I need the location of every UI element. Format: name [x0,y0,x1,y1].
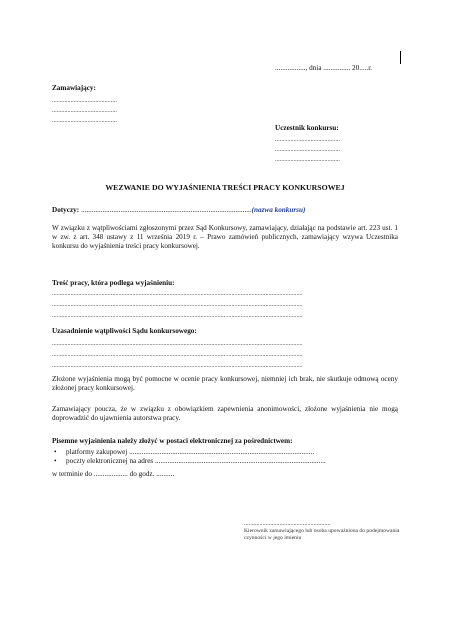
participant-line-2: .......................................... [275,146,340,153]
section-work-line-1: .................................................................................................................................................................. [52,290,303,297]
participant-label: Uczestnik konkursu: [275,124,339,132]
contracting-line-1: .......................................... [52,97,117,104]
note-paragraph-1: Złożone wyjaśnienia mogą być pomocne w ocenie pracy konkursowej, niemniej ich brak, nie skutkuje odmową oceny złożonej pracy konkursowej. [52,375,398,392]
participant-line-1: .......................................... [275,136,340,143]
section-work-line-2: .................................................................................................................................................................. [52,301,303,308]
place-date-line: ................., dnia ............... 20.....r. [275,64,373,72]
intro-paragraph: W związku z wątpliwościami zgłoszonymi przez Sąd Konkursowy, zamawiający, działając na podstawie art. 223 ust. 1 w zw. z art. 348 ustawy z 11 września 2019 r. – Prawo zamówień publicznych, zamawiający wzywa Uczestnika konkursu do wyjaśnienia treści pracy konkursowej. [52,224,398,250]
contracting-line-2: .......................................... [52,107,117,114]
note-paragraph-2: Zamawiający poucza, że w związku z obowiązkiem zapewnienia anonimowości, złożone wyjaśnienia nie mogą doprowadzić do ujawnienia autorstwa pracy. [52,405,398,422]
section-doubts-line-3: .................................................................................................................................................................. [52,362,303,369]
submission-heading: Pisemne wyjaśnienia należy złożyć w postaci elektronicznej za pośrednictwem: [52,437,293,445]
participant-line-3: .......................................... [275,156,340,163]
section-work-heading: Treść pracy, która podlega wyjaśnieniu: [52,279,175,287]
subject-dots: ............................................................................................... [80,206,252,214]
submission-list [52,448,398,466]
contest-name: (nazwa konkursu) [251,206,306,214]
submission-item-email: • poczty elektronicznej na adres ............................................................................................... [52,457,398,466]
signature-dots: ........................................................ [244,520,331,527]
contracting-line-3: .......................................... [52,117,117,124]
submission-deadline: w terminie do ................... do godz. .......... [52,470,175,478]
subject-line [52,206,305,215]
document-title: WEZWANIE DO WYJAŚNIENIA TREŚCI PRACY KONKURSOWEJ [105,183,345,192]
section-doubts-line-1: .................................................................................................................................................................. [52,340,303,347]
submission-item-platform: • platformy zakupowej ....................................................................................................... [52,448,398,457]
section-work-line-3: .................................................................................................................................................................. [52,312,303,319]
contracting-label: Zamawiający: [52,84,96,92]
section-doubts-line-2: .................................................................................................................................................................. [52,351,303,358]
text-cursor [400,51,401,64]
subject-label: Dotyczy: [52,206,80,214]
section-doubts-heading: Uzasadnienie wątpliwości Sądu konkursowego: [52,327,197,335]
signature-caption: Kierownik zamawiającego lub osoba upoważniona do podejmowania czynności w jego imieniu [244,528,400,541]
